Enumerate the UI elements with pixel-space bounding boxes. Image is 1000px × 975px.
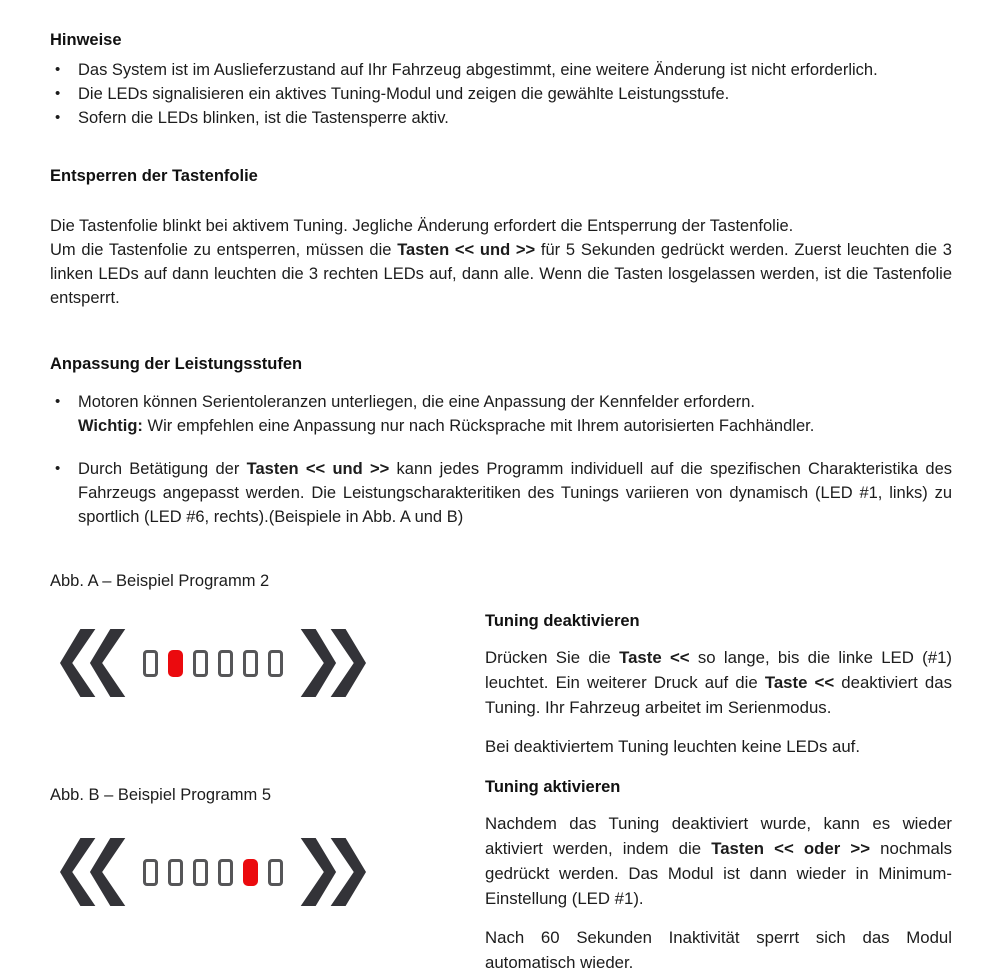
bold-text-segment: Taste << [619, 648, 690, 667]
text-segment: nochmals gedrückt werden. Das Modul ist dann wieder in Minimum-Einstellung (LED #1). [485, 839, 952, 908]
hinweise-heading: Hinweise [50, 31, 122, 49]
list-item [50, 58, 952, 82]
tuning-deaktivieren-para-2: Bei deaktiviertem Tuning leuchten keine LEDs auf. [485, 737, 860, 756]
led-3 [193, 650, 208, 677]
led-3 [193, 859, 208, 886]
double-chevron-right-icon [298, 627, 366, 699]
list-item [50, 106, 952, 130]
figure-b [50, 783, 485, 908]
entsperren-line-1: Die Tastenfolie blinkt bei aktivem Tuning. Jegliche Änderung erfordert die Entsperrung der Tastenfolie. [50, 217, 794, 235]
figure-a [50, 569, 485, 699]
anpassung-bullet-1-line-2 [78, 414, 952, 438]
figure-b-graphic [60, 836, 485, 908]
text-segment: für 5 Sekunden gedrückt werden. Zuerst leuchten die 3 linken LEDs auf dann leuchten die 3 rechten LEDs auf, dann alle. Wenn die Tasten losgelassen werden, ist die Tastenfolie entsperrt. [50, 241, 952, 307]
led-4 [218, 859, 233, 886]
double-chevron-left-icon [60, 836, 128, 908]
entsperren-heading: Entsperren der Tastenfolie [50, 167, 258, 185]
led-5 [243, 650, 258, 677]
double-chevron-right-icon [298, 836, 366, 908]
bullet-icon: • [55, 109, 61, 126]
instructions-column [485, 569, 952, 975]
figures-column [50, 569, 485, 975]
section-anpassung [50, 354, 952, 529]
hinweise-bullet-2: Die LEDs signalisieren ein aktives Tuning-Modul und zeigen die gewählte Leistungsstufe. [78, 85, 730, 103]
anpassung-bullet-1 [78, 390, 952, 438]
bold-text-segment: Tasten << und >> [397, 241, 536, 259]
led-2-active [168, 650, 183, 677]
anpassung-bullet-1-line-1: Motoren können Serientoleranzen unterliegen, die eine Anpassung der Kennfelder erfordern. [78, 393, 755, 411]
tuning-deaktivieren-heading: Tuning deaktivieren [485, 612, 640, 630]
text-segment: Wir empfehlen eine Anpassung nur nach Rücksprache mit Ihrem autorisierten Fachhändler. [147, 417, 815, 435]
text-segment: Durch Betätigung der [78, 460, 247, 478]
led-1 [143, 650, 158, 677]
led-strip-b [143, 859, 283, 886]
hinweise-bullet-3: Sofern die LEDs blinken, ist die Tastensperre aktiv. [78, 109, 449, 127]
led-4 [218, 650, 233, 677]
bold-text-segment: Taste << [764, 673, 835, 692]
figure-b-label: Abb. B – Beispiel Programm 5 [50, 786, 272, 804]
list-item [50, 457, 952, 529]
bullet-icon: • [55, 85, 61, 102]
bold-text-segment: Wichtig: [78, 417, 148, 435]
led-6 [268, 650, 283, 677]
figure-a-graphic [60, 627, 485, 699]
tuning-aktivieren-para-1 [485, 811, 952, 911]
anpassung-bullet-2 [78, 457, 952, 529]
figure-a-label: Abb. A – Beispiel Programm 2 [50, 572, 270, 590]
section-entsperren [50, 166, 952, 310]
tuning-aktivieren-para-2: Nach 60 Sekunden Inaktivität sperrt sich das Modul automatisch wieder. [485, 928, 952, 972]
anpassung-bullet-list [50, 390, 952, 529]
text-segment: Nachdem das Tuning deaktiviert wurde, kann es wieder aktiviert werden, indem die [485, 814, 952, 858]
led-2 [168, 859, 183, 886]
section-tuning-deaktivieren [485, 611, 952, 759]
led-5-active [243, 859, 258, 886]
list-item [50, 390, 952, 438]
bullet-icon: • [55, 460, 61, 477]
led-strip-a [143, 650, 283, 677]
bold-text-segment: Tasten << und >> [246, 460, 390, 478]
led-1 [143, 859, 158, 886]
bold-text-segment: Tasten << oder >> [711, 839, 871, 858]
section-hinweise [50, 30, 952, 130]
led-6 [268, 859, 283, 886]
figures-and-instructions [50, 569, 952, 975]
tuning-aktivieren-heading: Tuning aktivieren [485, 778, 621, 796]
bullet-icon: • [55, 61, 61, 78]
text-segment: so lange, bis die linke LED (#1) leuchtet. Ein weiterer Druck auf die [485, 648, 952, 692]
tuning-deaktivieren-para-1 [485, 645, 952, 720]
entsperren-paragraph [50, 214, 952, 310]
text-segment: deaktiviert das Tuning. Ihr Fahrzeug arbeitet im Serienmodus. [485, 673, 952, 717]
text-segment: Drücken Sie die [485, 648, 620, 667]
section-tuning-aktivieren [485, 777, 952, 975]
text-segment: Um die Tastenfolie zu entsperren, müssen die [50, 241, 398, 259]
hinweise-bullet-1: Das System ist im Auslieferzustand auf Ihr Fahrzeug abgestimmt, eine weitere Änderung ist nicht erforderlich. [78, 61, 878, 79]
text-segment: kann jedes Programm individuell auf die spezifischen Charakteristika des Fahrzeugs angepasst werden. Die Leistungscharakteritiken des Tunings variieren von dynamisch (LED #1, links) zu sportlich (LED #6, rechts).(Beispiele in Abb. A und B) [78, 460, 952, 526]
double-chevron-left-icon [60, 627, 128, 699]
entsperren-text [50, 238, 952, 310]
list-item [50, 82, 952, 106]
anpassung-heading: Anpassung der Leistungsstufen [50, 355, 303, 373]
bullet-icon: • [55, 393, 61, 410]
hinweise-bullet-list [50, 58, 952, 130]
